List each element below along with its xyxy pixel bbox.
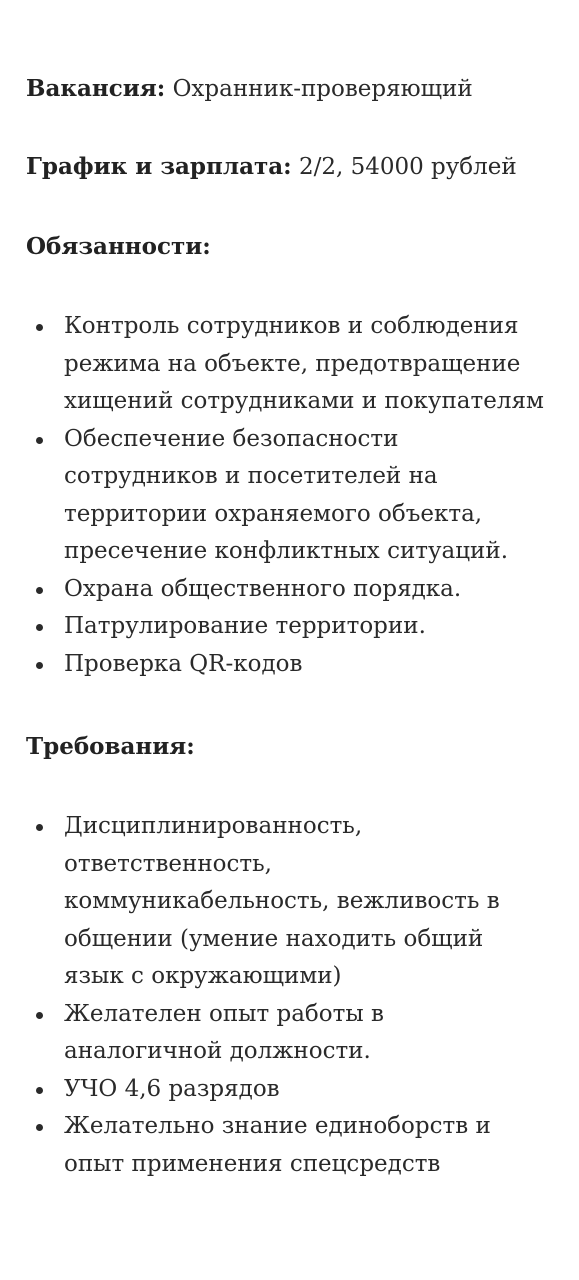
requirement-text: Желательно знание единоборств и опыт применения спецсредств xyxy=(64,1113,491,1177)
bullet-icon xyxy=(36,324,43,331)
bullet-icon xyxy=(36,662,43,669)
schedule-label: График и зарплата: xyxy=(26,153,292,180)
list-item xyxy=(0,646,579,684)
list-item xyxy=(0,308,579,421)
list-item xyxy=(0,808,579,996)
list-item xyxy=(0,1108,579,1183)
duties-heading: Обязанности: xyxy=(26,233,211,260)
schedule-value: 2/2, 54000 рублей xyxy=(298,154,517,180)
list-item xyxy=(0,608,579,646)
duty-text: Охрана общественного порядка. xyxy=(64,575,462,602)
list-item xyxy=(0,1071,579,1109)
duty-text: Проверка QR-кодов xyxy=(64,650,303,677)
duty-text: Обеспечение безопасности сотрудников и посетителей на территории охраняемого объекта, пресечение конфликтных ситуаций. xyxy=(64,425,509,564)
duty-text: Патрулирование территории. xyxy=(64,613,426,639)
bullet-icon xyxy=(36,624,43,631)
duty-text: Контроль сотрудников и соблюдения режима на объекте, предотвращение хищений сотрудниками и покупателям xyxy=(64,313,544,414)
requirements-heading: Требования: xyxy=(26,733,195,760)
bullet-icon xyxy=(36,437,43,444)
vacancy-line xyxy=(26,70,473,109)
requirement-text: Дисциплинированность, ответственность, коммуникабельность, вежливость в общении (умение находить общий язык с окружающими) xyxy=(64,813,500,989)
list-item xyxy=(0,996,579,1071)
list-item xyxy=(0,421,579,571)
bullet-icon xyxy=(36,1087,43,1094)
bullet-icon xyxy=(36,1124,43,1131)
vacancy-label: Вакансия: xyxy=(26,75,166,102)
bullet-icon xyxy=(36,824,43,831)
bullet-icon xyxy=(36,587,43,594)
requirement-text: Желателен опыт работы в аналогичной должности. xyxy=(64,1000,384,1064)
schedule-line xyxy=(26,148,517,187)
requirement-text: УЧО 4,6 разрядов xyxy=(64,1075,280,1102)
requirements-list xyxy=(0,808,579,1183)
list-item xyxy=(0,571,579,609)
vacancy-value: Охранник-проверяющий xyxy=(172,76,473,102)
bullet-icon xyxy=(36,1012,43,1019)
duties-list xyxy=(0,308,579,683)
